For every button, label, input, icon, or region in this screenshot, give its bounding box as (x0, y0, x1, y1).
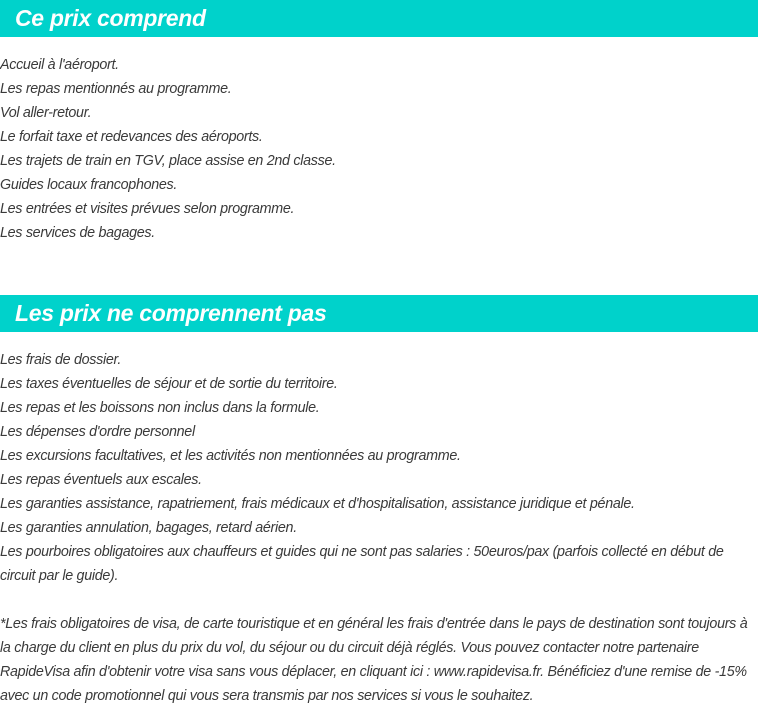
list-item: Les services de bagages. (0, 225, 155, 241)
list-item: Les repas mentionnés au programme. (0, 81, 232, 97)
excluded-title: Les prix ne comprennent pas (15, 300, 327, 326)
included-title: Ce prix comprend (15, 5, 206, 31)
list-item: Le forfait taxe et redevances des aéroports. (0, 129, 263, 145)
list-item: Les dépenses d'ordre personnel (0, 424, 195, 440)
included-section-header (0, 0, 758, 37)
list-item: Guides locaux francophones. (0, 177, 178, 193)
list-item: Les repas éventuels aux escales. (0, 472, 202, 488)
list-item: Accueil à l'aéroport. (0, 57, 119, 73)
list-item: Les garanties annulation, bagages, retard aérien. (0, 520, 297, 536)
list-item: Les repas et les boissons non inclus dans la formule. (0, 400, 320, 416)
list-item: Les frais de dossier. (0, 352, 122, 368)
list-item: Les excursions facultatives, et les activités non mentionnées au programme. (0, 448, 461, 464)
list-item: Les garanties assistance, rapatriement, frais médicaux et d'hospitalisation, assistance juridique et pénale. (0, 496, 635, 512)
list-item: Les entrées et visites prévues selon programme. (0, 201, 295, 217)
excluded-list (0, 348, 758, 588)
list-item: Les trajets de train en TGV, place assise en 2nd classe. (0, 153, 336, 169)
visa-note: *Les frais obligatoires de visa, de carte touristique et en général les frais d'entrée dans le pays de destination sont toujours à la charge du client en plus du prix du vol, du séjour ou du circuit déjà réglés. Vous pouvez contacter notre partenaire RapideVisa afin d'obtenir votre visa sans vous déplacer, en cliquant ici : www.rapidevisa.fr. Bénéficiez d'une remise de -15% avec un code promotionnel qui vous sera transmis par nos services si vous le souhaitez. (0, 616, 748, 704)
list-item: Les taxes éventuelles de séjour et de sortie du territoire. (0, 376, 338, 392)
list-item: Les pourboires obligatoires aux chauffeurs et guides qui ne sont pas salaries : 50euros/pax (parfois collecté en début de circuit par le guide). (0, 544, 724, 584)
excluded-section-header (0, 295, 758, 332)
list-item: Vol aller-retour. (0, 105, 92, 121)
included-list (0, 53, 758, 245)
